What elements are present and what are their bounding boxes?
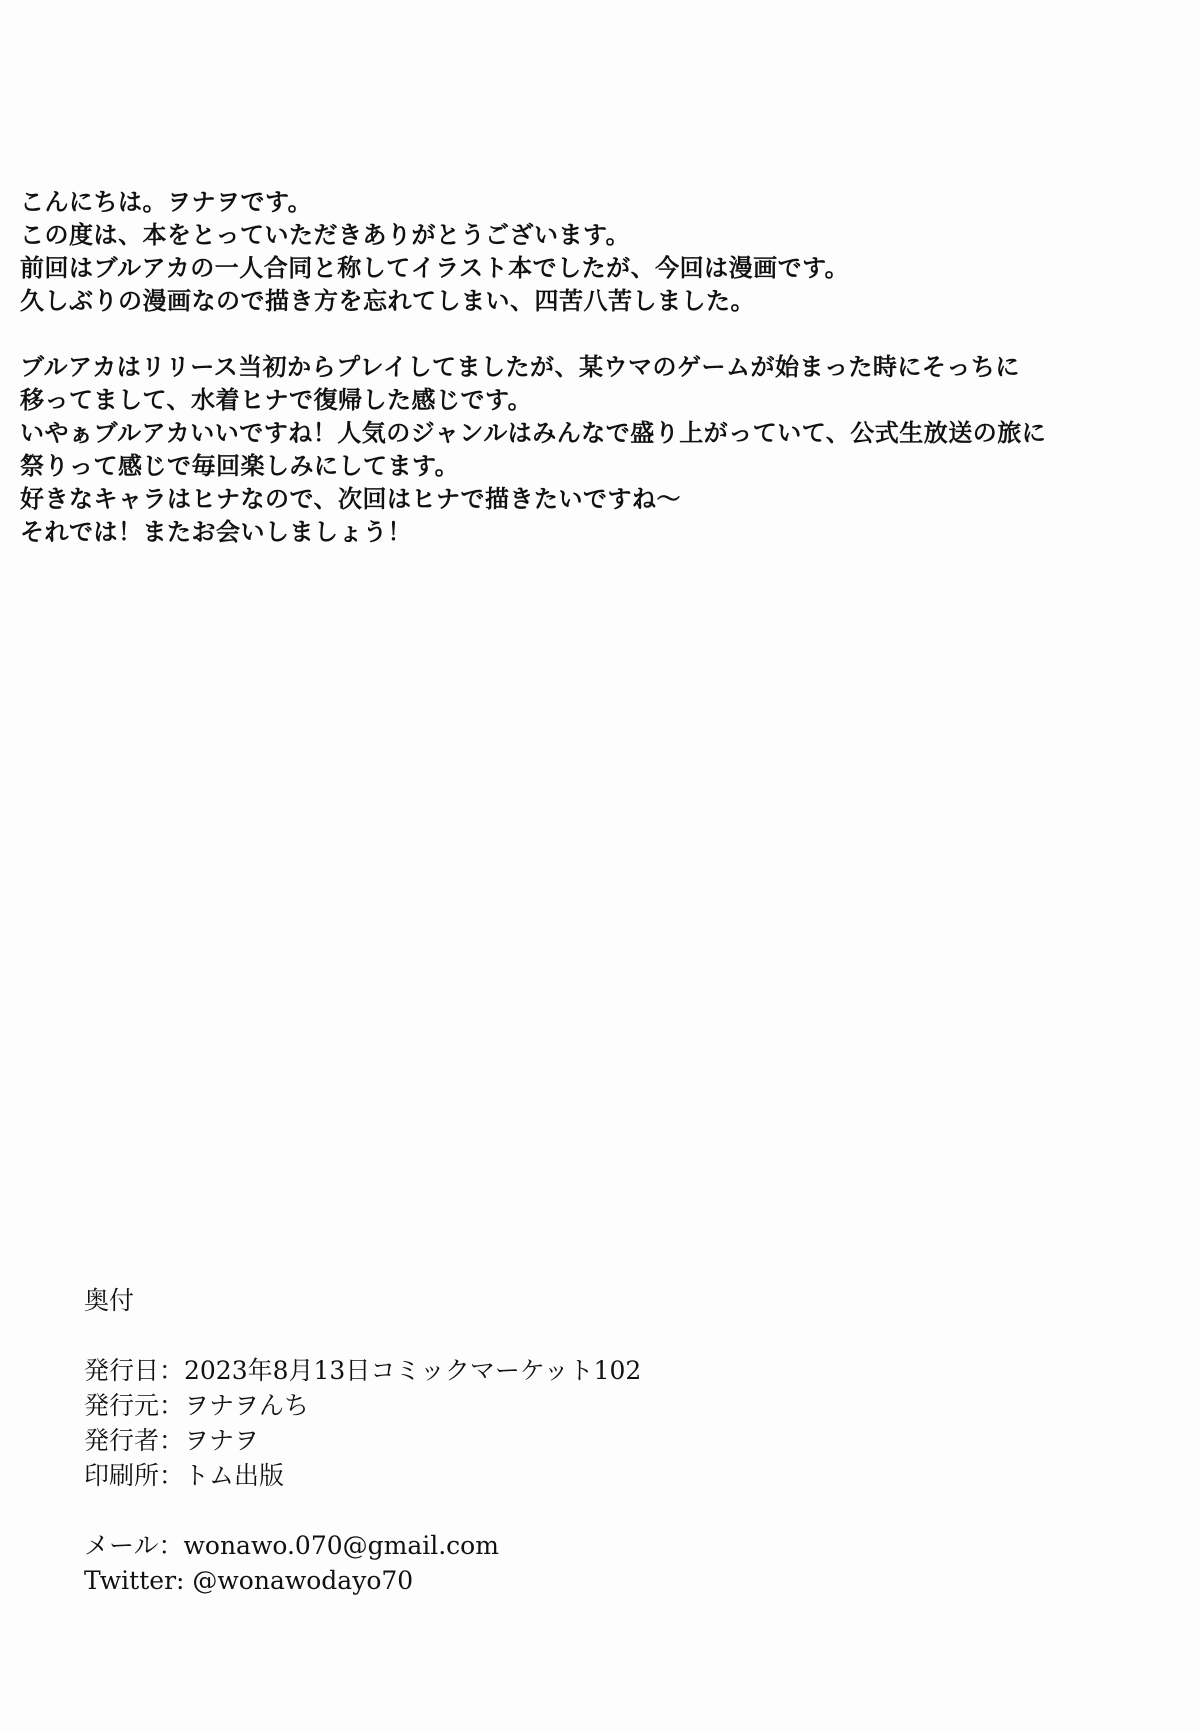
afterword-line: 移ってまして、水着ヒナで復帰した感じです。 — [20, 386, 533, 414]
printer: 印刷所：トム出版 — [84, 1461, 285, 1490]
publisher: 発行元：ヲナヲんち — [84, 1391, 310, 1420]
afterword-line: それでは！またお会いしましょう！ — [20, 518, 412, 546]
afterword-line: 好きなキャラはヒナなので、次回はヒナで描きたいですね～ — [20, 485, 682, 513]
afterword-section — [20, 186, 1160, 549]
email-contact: メール：wonawo.070@gmail.com — [84, 1531, 499, 1560]
afterword-line: 前回はブルアカの一人合同と称してイラスト本でしたが、今回は漫画です。 — [20, 254, 850, 282]
issuer: 発行者：ヲナヲ — [84, 1426, 260, 1455]
colophon-title: 奥付 — [84, 1286, 135, 1315]
publication-date: 発行日：2023年8月13日コミックマーケット102 — [84, 1356, 642, 1385]
afterword-line: いやぁブルアカいいですね！人気のジャンルはみんなで盛り上がっていて、公式生放送の旅に — [20, 419, 1047, 447]
colophon-section — [84, 1283, 984, 1598]
afterword-line: 祭りって感じで毎回楽しみにしてます。 — [20, 452, 460, 480]
afterword-line: こんにちは。ヲナヲです。 — [20, 188, 313, 216]
twitter-contact: Twitter: @wonawodayo70 — [84, 1566, 414, 1595]
afterword-line: この度は、本をとっていただきありがとうございます。 — [20, 221, 631, 249]
afterword-paragraph-greeting — [20, 186, 1160, 318]
afterword-paragraph-comments — [20, 351, 1160, 549]
contact-details — [84, 1528, 984, 1598]
afterword-line: ブルアカはリリース当初からプレイしてましたが、某ウマのゲームが始まった時にそっちに — [20, 353, 1020, 381]
afterword-line: 久しぶりの漫画なので描き方を忘れてしまい、四苦八苦しました。 — [20, 287, 755, 315]
publication-details — [84, 1353, 984, 1493]
